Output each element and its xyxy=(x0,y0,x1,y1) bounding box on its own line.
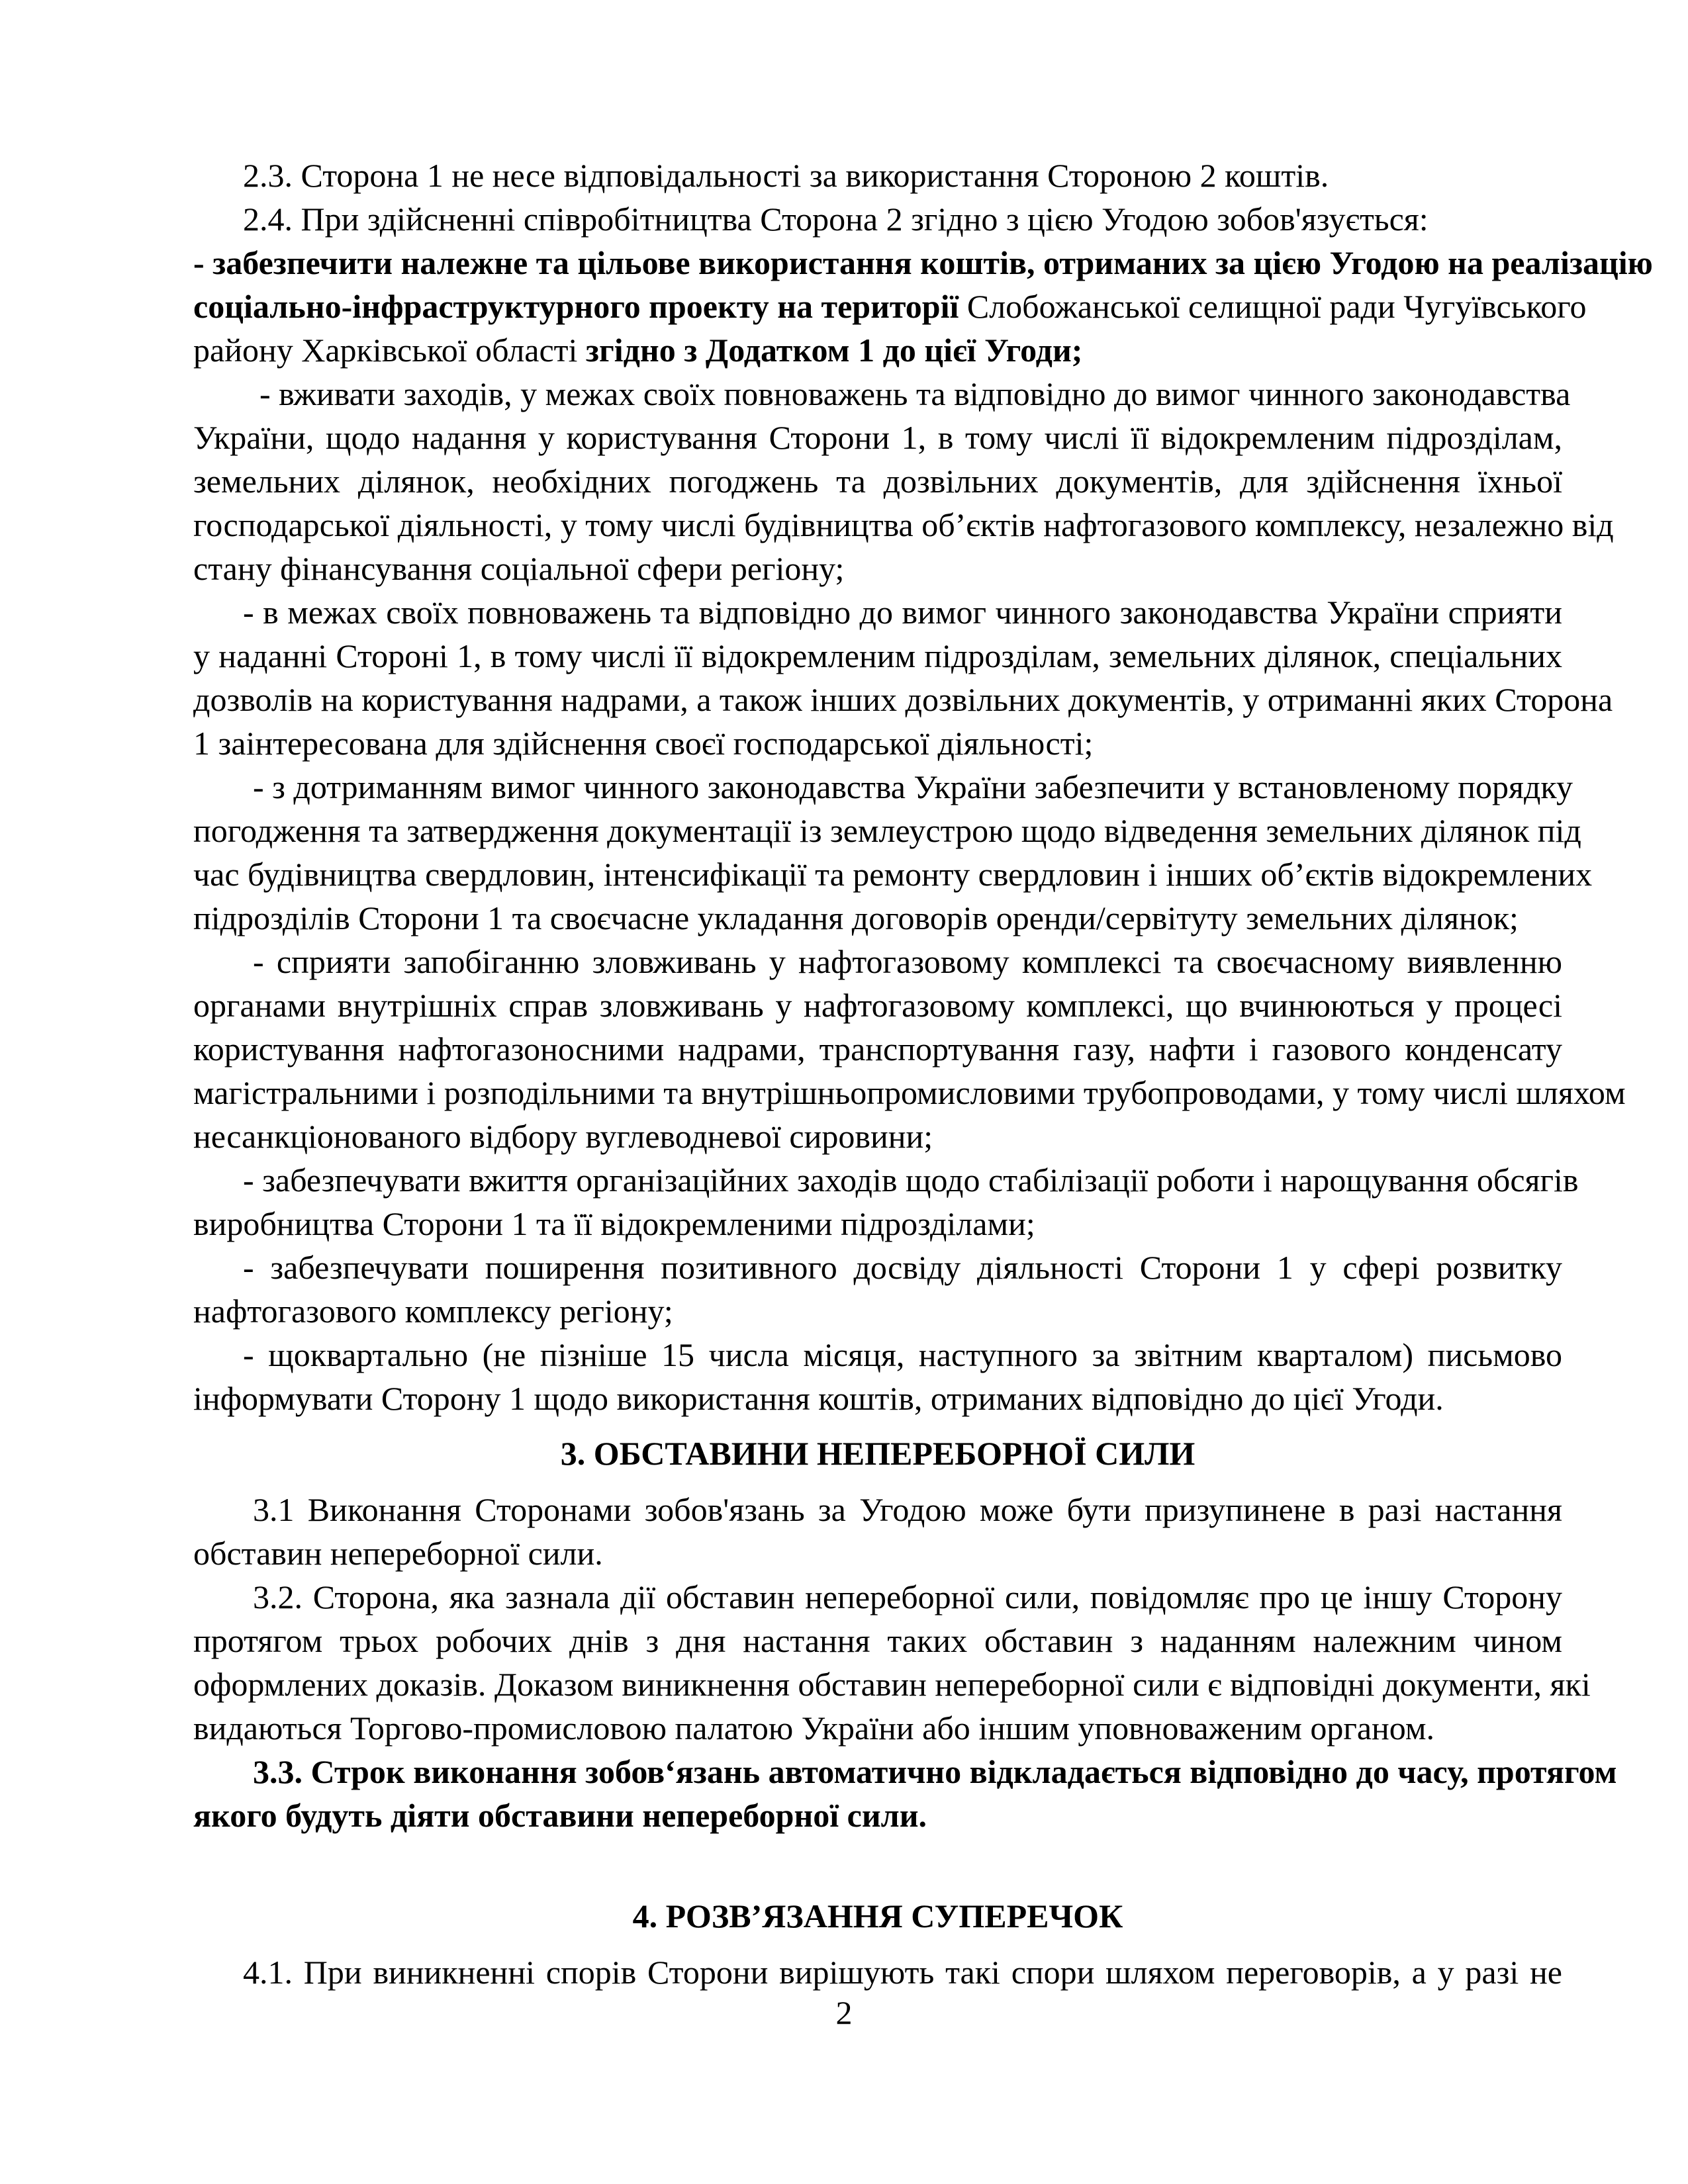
text: району Харківської області xyxy=(193,332,586,369)
bold-text: згідно з Додатком 1 до цієї Угоди; xyxy=(585,332,1083,369)
text: 2.4. При здійсненні співробітництва Сторона 2 згідно з цією Угодою зобов'язується: xyxy=(243,201,1429,238)
text-line xyxy=(193,1071,1626,1115)
text-line xyxy=(193,1950,1562,1994)
text: стану фінансування соціальної сфери регіону; xyxy=(193,550,845,587)
text-line xyxy=(193,1289,1562,1333)
text: 4.1. При виникненні спорів Сторони вирішують такі спори шляхом переговорів, а у разі не xyxy=(243,1954,1562,1991)
text-line xyxy=(193,852,1593,896)
text: - забезпечувати вжиття організаційних заходів щодо стабілізації роботи і нарощування обсягів xyxy=(243,1161,1579,1199)
bold-text: соціально-інфраструктурного проекту на території xyxy=(193,288,959,325)
text-line xyxy=(193,809,1581,852)
bold-text: - забезпечити належне та цільове використання коштів, отриманих за цією Угодою на реалізацію xyxy=(193,244,1653,281)
text: користування нафтогазоносними надрами, транспортування газу, нафти і газового конденсату xyxy=(193,1030,1562,1068)
text-line xyxy=(193,721,1562,765)
text: - щоквартально (не пізніше 15 числа місяця, наступного за звітним кварталом) письмово xyxy=(243,1336,1562,1373)
text: - вживати заходів, у межах своїх повноважень та відповідно до вимог чинного законодавства xyxy=(259,375,1571,412)
text-line xyxy=(193,1158,1579,1202)
page-number: 2 xyxy=(835,1994,853,2031)
text: магістральними і розподільними та внутрішньопромисловими трубопроводами, у тому числі шляхом xyxy=(193,1074,1626,1111)
text-line xyxy=(193,634,1562,678)
text: виробництва Сторони 1 та її відокремленими підрозділами; xyxy=(193,1205,1035,1242)
text: 3.1 Виконання Сторонами зобов'язань за Угодою може бути призупинене в разі настання xyxy=(253,1491,1562,1528)
text-line xyxy=(193,503,1614,547)
text-line xyxy=(193,241,1653,285)
text: органами внутрішніх справ зловживань у нафтогазовому комплексі, що вчинюються у процесі xyxy=(193,987,1562,1024)
text-line xyxy=(193,1662,1591,1706)
text: підрозділів Сторони 1 та своєчасне укладання договорів оренди/сервітуту земельних ділянок; xyxy=(193,899,1519,936)
text: протягом трьох робочих днів з дня настання таких обставин з наданням належним чином xyxy=(193,1622,1562,1659)
text: 2.3. Сторона 1 не несе відповідальності за використання Стороною 2 коштів. xyxy=(243,157,1329,194)
text-line xyxy=(193,416,1562,459)
text-line xyxy=(193,1488,1562,1531)
text-line xyxy=(193,1027,1562,1071)
text: - забезпечувати поширення позитивного досвіду діяльності Сторони 1 у сфері розвитку xyxy=(243,1249,1562,1286)
section-heading xyxy=(193,1432,1562,1475)
text: обставин непереборної сили. xyxy=(193,1535,603,1572)
text-line xyxy=(193,459,1562,503)
text-line xyxy=(193,285,1587,328)
text-line xyxy=(193,372,1571,416)
text-line xyxy=(193,983,1562,1027)
bold-text: 3. ОБСТАВИНИ НЕПЕРЕБОРНОЇ СИЛИ xyxy=(560,1435,1196,1472)
text-line xyxy=(193,1794,1562,1837)
text-line xyxy=(193,1531,1562,1575)
text: оформлених доказів. Доказом виникнення обставин непереборної сили є відповідні документи, які xyxy=(193,1666,1591,1703)
text-line xyxy=(193,1246,1562,1289)
text: несанкціонованого відбору вуглеводневої сировини; xyxy=(193,1118,933,1155)
document-body xyxy=(193,154,1653,1994)
text-line xyxy=(193,1202,1562,1246)
text: - з дотриманням вимог чинного законодавства України забезпечити у встановленому порядку xyxy=(253,768,1573,805)
text-line xyxy=(193,1619,1562,1662)
text-line xyxy=(193,547,1562,590)
text-line xyxy=(193,1333,1562,1377)
text: земельних ділянок, необхідних погоджень та дозвільних документів, для здійснення їхньої xyxy=(193,463,1562,500)
text: господарської діяльності, у тому числі будівництва об’єктів нафтогазового комплексу, незалежно від xyxy=(193,506,1614,543)
text: Слобожанської селищної ради Чугуївського xyxy=(959,288,1587,325)
text-line xyxy=(193,1377,1562,1420)
bold-text: якого будуть діяти обставини непереборної сили. xyxy=(193,1797,927,1834)
text-line xyxy=(193,197,1562,241)
text: інформувати Сторону 1 щодо використання коштів, отриманих відповідно до цієї Угоди. xyxy=(193,1380,1444,1417)
text: час будівництва свердловин, інтенсифікації та ремонту свердловин і інших об’єктів відокремлених xyxy=(193,856,1593,893)
text: погодження та затвердження документації із землеустрою щодо відведення земельних ділянок під xyxy=(193,812,1581,849)
text: дозволів на користування надрами, а також інших дозвільних документів, у отриманні яких Сторона xyxy=(193,681,1613,718)
text: у наданні Стороні 1, в тому числі її відокремленим підрозділам, земельних ділянок, спеціальних xyxy=(193,637,1562,674)
text-line xyxy=(193,1706,1562,1750)
section-heading xyxy=(193,1894,1562,1938)
text-line xyxy=(193,328,1562,372)
text-line xyxy=(193,896,1562,940)
text: 1 заінтересована для здійснення своєї господарської діяльності; xyxy=(193,725,1094,762)
text: нафтогазового комплексу регіону; xyxy=(193,1293,673,1330)
text: видаються Торгово-промисловою палатою України або іншим уповноваженим органом. xyxy=(193,1709,1434,1747)
text-line xyxy=(193,940,1562,983)
text-line xyxy=(193,1575,1562,1619)
text-line xyxy=(193,1115,1562,1158)
text-line xyxy=(193,765,1573,809)
text-line xyxy=(193,678,1613,721)
text: - сприяти запобіганню зловживань у нафтогазовому комплексі та своєчасному виявленню xyxy=(253,943,1562,980)
text-line xyxy=(193,590,1562,634)
text: 3.2. Сторона, яка зазнала дії обставин непереборної сили, повідомляє про це іншу Сторону xyxy=(253,1578,1562,1615)
text: - в межах своїх повноважень та відповідно до вимог чинного законодавства України сприяти xyxy=(243,594,1562,631)
bold-text: 4. РОЗВ’ЯЗАННЯ СУПЕРЕЧОК xyxy=(632,1897,1123,1934)
text-line xyxy=(193,154,1562,197)
bold-text: 3.3. Строк виконання зобов‘язань автоматично відкладається відповідно до часу, протягом xyxy=(253,1753,1617,1790)
text-line xyxy=(193,1750,1617,1794)
text: України, щодо надання у користування Сторони 1, в тому числі її відокремленим підрозділам, xyxy=(193,419,1562,456)
